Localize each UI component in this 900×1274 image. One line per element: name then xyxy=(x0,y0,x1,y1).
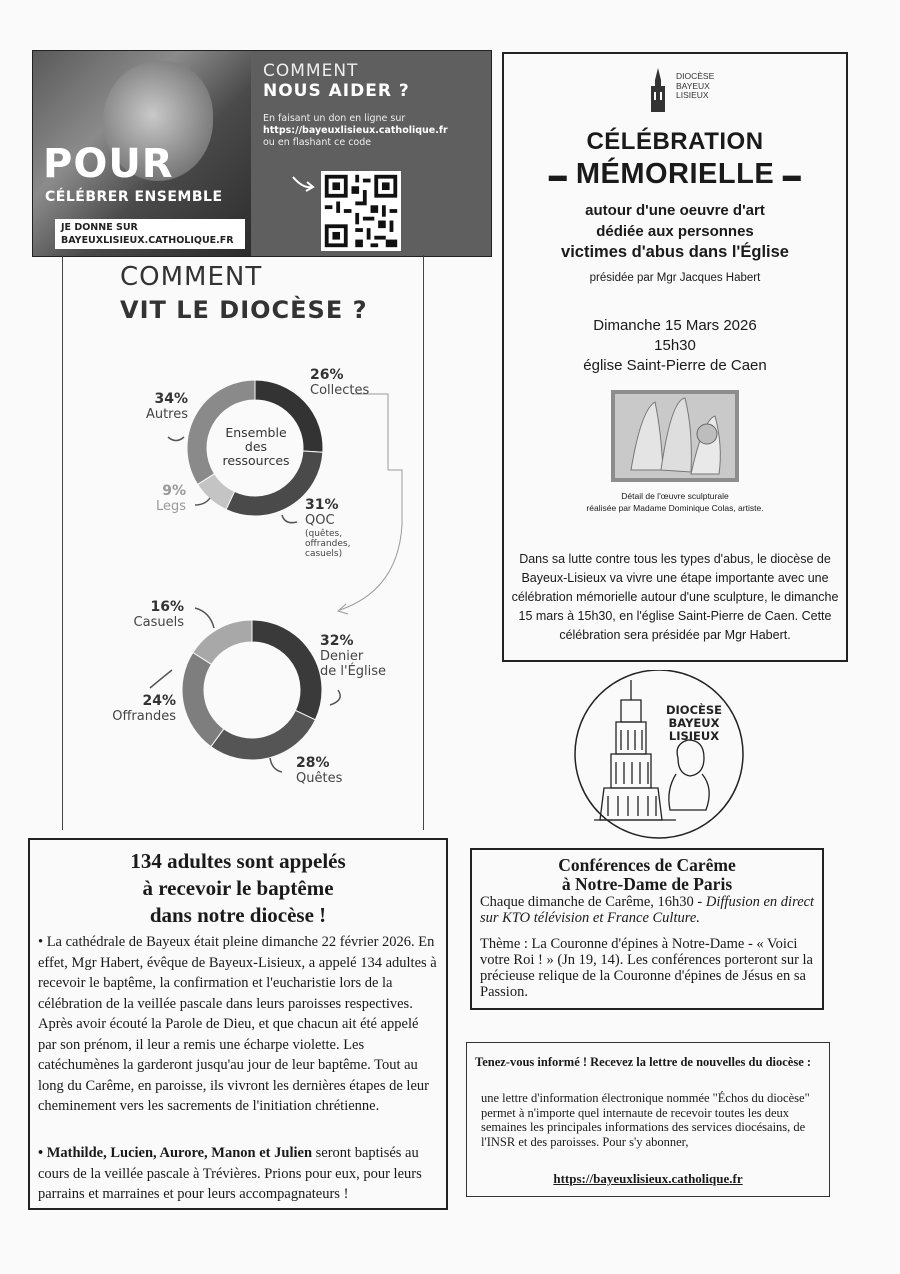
arrow-icon xyxy=(168,437,184,441)
newsletter-body: une lettre d'information électronique nommée "Échos du diocèse" permet à n'importe quel internaute de recevoir toutes les deux semaines les principales informations des services diocésains, de l'INSR et des paroisses. Pour s'y abonner, xyxy=(481,1091,810,1149)
quetes-label xyxy=(296,756,342,786)
bapteme-paragraph-2 xyxy=(38,1143,440,1205)
subtitle-line-1: autour d'une oeuvre d'art xyxy=(585,202,765,219)
newsletter-box xyxy=(466,1042,830,1197)
denier-name-1: Denier xyxy=(320,649,364,664)
connector-line xyxy=(352,394,388,470)
offrandes-label xyxy=(98,694,176,724)
aider-text-2: ou en flashant ce code xyxy=(263,137,372,148)
celebration-subtitle xyxy=(504,200,846,263)
qoc-name: QOC xyxy=(305,513,335,528)
qoc-pct: 31% xyxy=(305,497,339,513)
subtitle-line-2: dédiée aux personnes xyxy=(596,223,754,240)
conferences-title-1: Conférences de Carême xyxy=(558,855,736,875)
celebration-title-2: MÉMORIELLE xyxy=(575,158,775,190)
denier-pct: 32% xyxy=(320,633,354,649)
quetes-name: Quêtes xyxy=(296,771,343,786)
conferences-box xyxy=(470,848,824,1010)
arrow-icon xyxy=(195,608,214,628)
qoc-detail-1: (quêtes, xyxy=(305,529,343,539)
celebration-body: Dans sa lutte contre tous les types d'abus, le diocèse de Bayeux-Lisieux va vivre une étape importante avec une célébration mémorielle autour d'une sculpture, le dimanche 15 mars à 15h30, en l'église Saint-Pierre de Caen. Cette célébration sera présidée par Mgr Habert. xyxy=(511,552,839,642)
collectes-name: Collectes xyxy=(310,383,370,398)
casuels-label xyxy=(124,600,184,630)
comment-aider-2: NOUS AIDER ? xyxy=(263,81,410,101)
bapteme-title-2: à recevoir le baptême xyxy=(142,876,334,900)
arrow-icon xyxy=(330,690,340,705)
event-details xyxy=(504,316,846,376)
logo-line-1: DIOCÈSE xyxy=(676,71,715,81)
newsletter-title: Tenez-vous informé ! Recevez la lettre de nouvelles du diocèse : xyxy=(475,1055,812,1069)
sculpture-caption xyxy=(504,490,846,514)
collectes-donut xyxy=(182,620,322,760)
arrow-icon xyxy=(270,758,282,772)
event-place: église Saint-Pierre de Caen xyxy=(583,357,767,374)
conferences-theme: Thème : La Couronne d'épines à Notre-Dame - « Voici votre Roi ! » (Jn 19, 14). Les conférences porteront sur la précieuse relique de la Couronne d'épines de Jésus en sa Passion. xyxy=(480,936,813,1000)
caption-line-1: Détail de l'œuvre sculpturale xyxy=(621,491,729,501)
newsletter-link[interactable]: https://bayeuxlisieux.catholique.fr xyxy=(553,1171,743,1186)
donut-slice-qu-tes xyxy=(211,710,315,760)
finance-charts xyxy=(0,0,460,840)
qoc-label xyxy=(305,498,350,559)
casuels-name: Casuels xyxy=(133,615,184,630)
autres-label xyxy=(140,392,188,422)
donut-slice-denier-de-l-glise xyxy=(252,620,322,720)
logo-line-2: BAYEUX xyxy=(676,80,710,91)
denier-name-2: de l'Église xyxy=(320,664,387,679)
center-label-3: ressources xyxy=(222,453,290,468)
qoc-detail-2: offrandes, xyxy=(305,539,351,549)
quetes-pct: 28% xyxy=(296,755,330,771)
event-time: 15h30 xyxy=(654,337,696,354)
autres-pct: 34% xyxy=(154,391,188,407)
bapteme-p2-rest: seront baptisés au cours de la veillée pascale à Trévières. Prions pour eux, pour leurs parrains et marraines et pour leurs accompagnateurs ! xyxy=(38,1145,422,1202)
comment-aider-1: COMMENT xyxy=(263,61,359,81)
bapteme-title-3: dans notre diocèse ! xyxy=(149,903,327,927)
logo-line-3: LISIEUX xyxy=(676,90,709,100)
donut-slice-casuels xyxy=(193,620,252,664)
cathedral-logo-icon xyxy=(647,68,669,114)
donut-slice-offrandes xyxy=(182,652,224,746)
center-label-2: des xyxy=(244,439,268,454)
conferences-title xyxy=(472,856,822,894)
denier-label xyxy=(320,634,386,679)
qoc-detail-3: casuels) xyxy=(305,549,343,559)
conferences-schedule xyxy=(480,894,818,926)
legs-name: Legs xyxy=(155,499,186,514)
legs-label xyxy=(152,484,186,514)
conferences-line-1-italic: Diffusion en direct sur KTO télévision et France Culture. xyxy=(480,894,815,926)
sculpture-image xyxy=(611,390,739,482)
bapteme-paragraph-1: • La cathédrale de Bayeux était pleine dimanche 22 février 2026. En effet, Mgr Habert, évêque de Bayeux-Lisieux, a appelé 134 adultes à recevoir le baptême, la confirmation et l'eucharistie lors de la célébration de la veillée pascale dans leurs paroisses respectives. Après avoir écouté la Parole de Dieu, et que chacun ait été appelé par son prénom, il leur a remis une écharpe violette. Les catéchumènes la garderont jusqu'au jour de leur baptême. Tout au long du Carême, en paroisse, ils vivront les dernières étapes de leur cheminement vers les sacrements de l'initiation chrétienne. xyxy=(38,934,437,1114)
donate-link[interactable]: https://bayeuxlisieux.catholique.fr xyxy=(263,125,448,136)
offrandes-pct: 24% xyxy=(142,693,176,709)
celebration-title-1: CÉLÉBRATION xyxy=(586,128,764,155)
celebration-panel xyxy=(502,52,848,662)
diocese-seal xyxy=(566,670,752,842)
donate-line1: JE DONNE SUR xyxy=(61,222,138,233)
arrow-icon xyxy=(195,498,210,505)
bapteme-names: • Mathilde, Lucien, Aurore, Manon et Julien xyxy=(38,1145,313,1161)
event-date: Dimanche 15 Mars 2026 xyxy=(593,317,757,334)
center-label-1: Ensemble xyxy=(225,425,287,440)
collectes-pct: 26% xyxy=(310,367,344,383)
finance-title-1: COMMENT xyxy=(120,262,263,292)
seal-line-3: LISIEUX xyxy=(668,729,720,743)
pour-heading: POUR xyxy=(43,141,174,187)
seal-line-2: BAYEUX xyxy=(668,716,720,730)
bapteme-article xyxy=(28,838,448,1210)
collectes-label xyxy=(310,368,369,398)
bapteme-title-1: 134 adultes sont appelés xyxy=(130,849,346,873)
legs-pct: 9% xyxy=(162,483,186,499)
presidee: présidée par Mgr Jacques Habert xyxy=(589,272,761,284)
conferences-title-2: à Notre-Dame de Paris xyxy=(561,874,733,894)
celebrer-heading: CÉLÉBRER ENSEMBLE xyxy=(45,189,223,205)
casuels-pct: 16% xyxy=(150,599,184,615)
caption-line-2: réalisée par Madame Dominique Colas, artiste. xyxy=(586,503,764,513)
donut-center-label xyxy=(214,426,298,468)
aider-text-1: En faisant un don en ligne sur xyxy=(263,113,406,124)
autres-name: Autres xyxy=(145,407,188,422)
seal-line-1: DIOCÈSE xyxy=(665,703,723,717)
celebration-title-2-row: ▬ MÉMORIELLE ▬ xyxy=(548,158,802,190)
donate-line2: BAYEUXLISIEUX.CATHOLIQUE.FR xyxy=(61,235,234,246)
arrow-icon xyxy=(282,515,297,523)
arrow-icon xyxy=(150,670,172,688)
bapteme-title xyxy=(30,848,446,929)
offrandes-name: Offrandes xyxy=(112,709,176,724)
diocese-logo-text xyxy=(676,72,714,101)
conferences-line-1: Chaque dimanche de Carême, 16h30 - xyxy=(480,894,706,910)
finance-title-2: VIT LE DIOCÈSE ? xyxy=(120,296,368,324)
subtitle-line-3: victimes d'abus dans l'Église xyxy=(561,243,789,261)
